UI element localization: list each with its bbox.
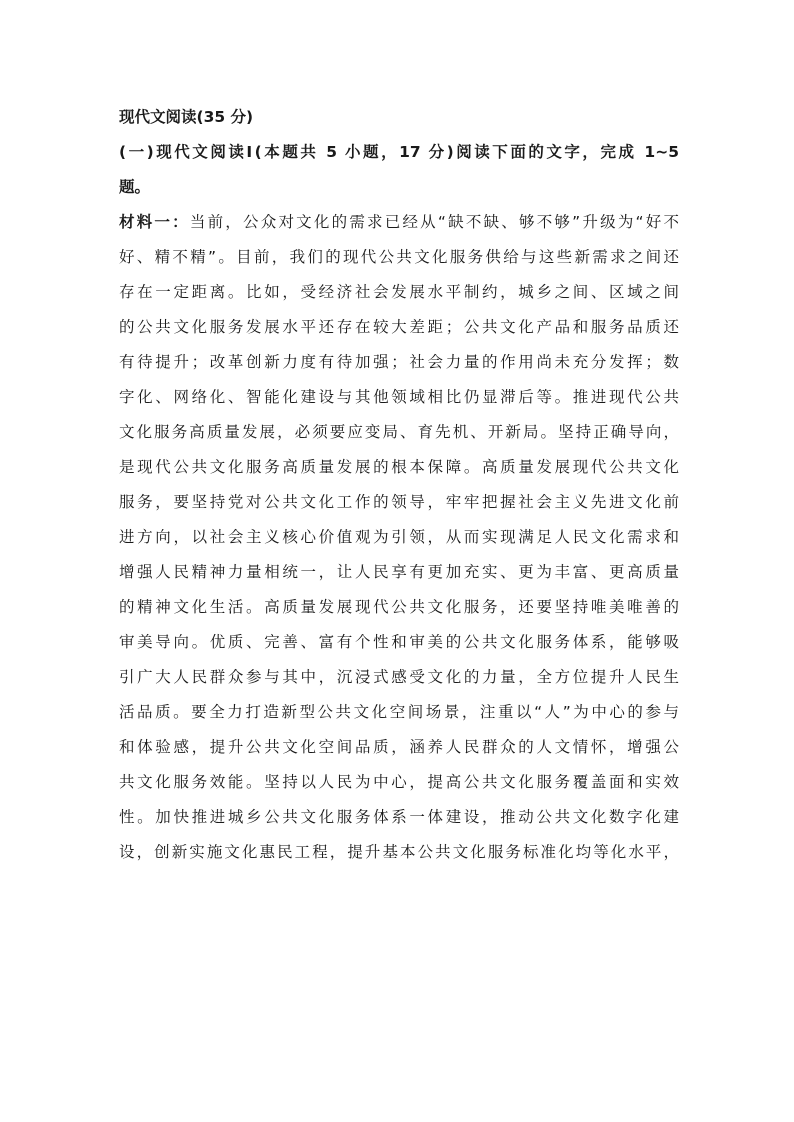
material-line: 审美导向。优质、完善、富有个性和审美的公共文化服务体系，能够吸 <box>119 633 679 651</box>
section-title: 现代文阅读(35 分) <box>119 108 254 126</box>
material-line: 设，创新实施文化惠民工程，提升基本公共文化服务标准化均等化水平， <box>119 843 679 861</box>
material-line: 活品质。要全力打造新型公共文化空间场景，注重以“人”为中心的参与 <box>119 703 679 721</box>
material-line: 有待提升；改革创新力度有待加强；社会力量的作用尚未充分发挥；数 <box>119 353 679 371</box>
material-line: 存在一定距离。比如，受经济社会发展水平制约，城乡之间、区域之间 <box>119 283 679 301</box>
material-line: 性。加快推进城乡公共文化服务体系一体建设，推动公共文化数字化建 <box>119 808 679 826</box>
material-first-line <box>119 205 679 240</box>
subsection-title-line-2: 题。 <box>119 178 151 196</box>
document-page <box>119 100 679 870</box>
subsection-title-line-1: (一)现代文阅读Ⅰ(本题共 5 小题，17 分)阅读下面的文字，完成 1~5 <box>119 143 679 161</box>
material-line: 进方向，以社会主义核心价值观为引领，从而实现满足人民文化需求和 <box>119 528 679 546</box>
material-line: 是现代公共文化服务高质量发展的根本保障。高质量发展现代公共文化 <box>119 458 679 476</box>
material-line: 增强人民精神力量相统一，让人民享有更加充实、更为丰富、更高质量 <box>119 563 679 581</box>
material-body <box>119 240 679 870</box>
material-label: 材料一： <box>119 213 190 231</box>
material-line: 字化、网络化、智能化建设与其他领域相比仍显滞后等。推进现代公共 <box>119 388 679 406</box>
material-line: 和体验感，提升公共文化空间品质，涵养人民群众的人文情怀，增强公 <box>119 738 679 756</box>
material-line: 引广大人民群众参与其中，沉浸式感受文化的力量，全方位提升人民生 <box>119 668 679 686</box>
material-line: 文化服务高质量发展，必须要应变局、育先机、开新局。坚持正确导向， <box>119 423 679 441</box>
material-line: 的精神文化生活。高质量发展现代公共文化服务，还要坚持唯美唯善的 <box>119 598 679 616</box>
material-line: 好、精不精”。目前，我们的现代公共文化服务供给与这些新需求之间还 <box>119 248 679 266</box>
material-first-line-text: 当前，公众对文化的需求已经从“缺不缺、够不够”升级为“好不 <box>189 213 679 231</box>
material-line: 共文化服务效能。坚持以人民为中心，提高公共文化服务覆盖面和实效 <box>119 773 679 791</box>
material-line: 服务，要坚持党对公共文化工作的领导，牢牢把握社会主义先进文化前 <box>119 493 679 511</box>
material-line: 的公共文化服务发展水平还存在较大差距；公共文化产品和服务品质还 <box>119 318 679 336</box>
